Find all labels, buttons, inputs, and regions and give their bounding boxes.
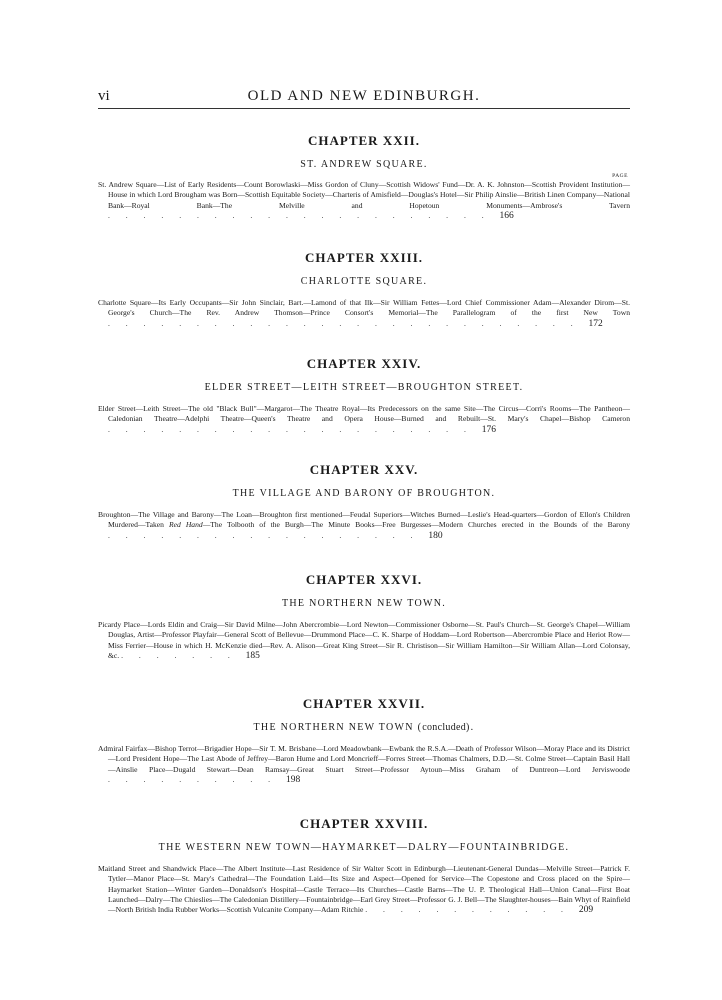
page-numeral: vi [98,88,110,104]
chapter-number: CHAPTER XXIII. [304,250,423,265]
chapter-subject: THE NORTHERN NEW TOWN. [281,598,447,609]
page-column-label: PAGE [612,173,628,179]
chapter-summary [98,298,630,329]
summary-text: Broughton—The Village and Barony—The Loan—Broughton first mentioned—Feudal Superiors—Witches Burned—Leslie's Head-quarters—Gordon of Ellon's Children Murdered—Taken [98,510,630,530]
chapter-subject: CHARLOTTE SQUARE. [300,276,428,287]
summary-italic-text: Red Hand [169,520,203,530]
chapter-entry [98,696,630,785]
chapter-subject: ELDER STREET—LEITH STREET—BROUGHTON STREET. [204,382,524,393]
chapter-subject [98,721,630,734]
dot-leader: . . . . . . . . . . . . [365,905,579,915]
chapter-summary [98,620,630,661]
running-head [98,88,630,108]
chapter-summary [98,180,630,221]
chapter-summary [98,744,630,785]
page-number: 176 [481,424,496,435]
chapter-number: CHAPTER XXII. [308,133,420,148]
chapter-entry [98,816,630,915]
chapter-number: CHAPTER XXVII. [302,696,426,711]
chapter-summary [98,510,630,541]
chapter-entry [98,250,630,329]
dot-leader: . . . . . . . . . . . . . . . . . . . . . [108,424,482,434]
page-number: 198 [285,774,301,785]
page-number: 209 [578,905,594,916]
chapter-subject: THE WESTERN NEW TOWN—HAYMARKET—DALRY—FOUNTAINBRIDGE. [158,842,570,853]
chapter-subject: THE VILLAGE AND BARONY OF BROUGHTON. [232,488,496,499]
chapter-subject: ST. ANDREW SQUARE. [300,159,428,170]
chapter-number: CHAPTER XXVI. [305,572,423,587]
summary-text: —The Tolbooth of the Burgh—The Minute Books—Free Burgesses—Modern Churches erected in the Bounds of the Barony [202,520,630,530]
page-number: 166 [499,210,514,221]
summary-text: Admiral Fairfax—Bishop Terrot—Brigadier Hope—Sir T. M. Brisbane—Lord Meadowbank—Ewbank the R.S.A.—Death of Professor Wilson—Moray Place and its District—Lord President Hope—The Last Abode of Jeffrey—Baron Hume and Lord Moncrieff—Forres Street—Thomas Chalmers, D.D.—St. Colme Street—Captain Basil Hall—Ainslie Place—Dugald Stewart—Dean Ramsay—Great Stuart Street—Professor Aytoun—Miss Graham of Duntreon—Lord Jerviswoode [98,744,630,774]
page-number: 185 [245,650,260,661]
summary-text: Elder Street—Leith Street—The old "Black Bull"—Margarot—The Theatre Royal—Its Predecessors on the same Site—The Circus—Corri's Rooms—The Pantheon—Caledonian Theatre—Adelphi Theatre—Queen's Theatre and Opera House—Burned and Rebuilt—St. Mary's Chapel—Bishop Cameron [98,404,630,424]
chapter-entry [98,572,630,661]
subject-text: ). [466,722,475,733]
page-number: 180 [428,530,443,541]
dot-leader: . . . . . . . [121,650,246,660]
dot-leader: . . . . . . . . . . [108,774,286,784]
dot-leader: . . . . . . . . . . . . . . . . . . . . . . [108,210,500,220]
summary-text: Picardy Place—Lords Eldin and Craig—Sir David Milne—John Abercrombie—Lord Newton—Commissioner Osborne—St. Paul's Church—St. George's Chapel—William Douglas, Artist—Professor Playfair—General Scott of Bellevue—Drummond Place—C. K. Sharpe of Hoddam—Lord Robertson—Abercrombie Place and Heriot Row—Miss Ferrier—House in which H. McKenzie died—Rev. A. Alison—Great King Street—Sir R. Christison—Sir William Hamilton—Sir William Allan—Lord Colonsay, &c. [98,620,630,660]
book-title: OLD AND NEW EDINBURGH. [247,88,481,104]
summary-text: Maitland Street and Shandwick Place—The Albert Institute—Last Residence of Sir Walter Scott in Edinburgh—Lieutenant-General Dundas—Melville Street—Patrick F. Tytler—Manor Place—St. Mary's Cathedral—The Foundation Laid—Its Size and Aspect—Opened for Service—The Copestone and Cross placed on the Spire—Haymarket Station—Winter Garden—Donaldson's Hospital—Castle Terrace—Its Churches—Castle Barns—The U. P. Theological Hall—Union Canal—First Boat Launched—Dalry—The Chieslies—The Caledonian Distillery—Fountainbridge—Earl Grey Street—Professor G. J. Bell—The Slaughter-houses—Bain Whyt of Rainfield—North British India Rubber Works—Scottish Vulcanite Company—Adam Ritchie [98,864,630,915]
chapter-entry [98,133,630,221]
summary-text: Charlotte Square—Its Early Occupants—Sir John Sinclair, Bart.—Lamond of that Ilk—Sir William Fettes—Lord Chief Commissioner Adam—Alexander Dirom—St. George's Church—The Rev. Andrew Thomson—Prince Consort's Memorial—The Parallelogram of the first New Town [98,298,630,318]
chapter-number: CHAPTER XXIV. [306,356,422,371]
summary-text: St. Andrew Square—List of Early Residents—Count Borowlaski—Miss Gordon of Cluny—Scottish Widows' Fund—Dr. A. K. Johnston—Scottish Provident Institution—House in which Lord Brougham was Born—Scottish Equitable Society—Charteris of Amisfield—Douglas's Hotel—Sir Philip Ainslie—British Linen Company—National Bank—Royal Bank—The Melville and Hopetoun Monuments—Ambrose's Tavern [98,180,630,210]
chapter-summary [98,864,630,915]
header-rule [98,108,630,109]
chapter-summary [98,404,630,435]
chapter-number: CHAPTER XXV. [309,462,419,477]
chapter-entry [98,356,630,435]
dot-leader: . . . . . . . . . . . . . . . . . . [108,530,429,540]
subject-text: THE NORTHERN NEW TOWN ( [253,722,423,733]
dot-leader: . . . . . . . . . . . . . . . . . . . . . . . . . . . [108,318,589,328]
page-number: 172 [588,318,603,329]
chapter-entry [98,462,630,541]
subject-italic-text: concluded [422,722,467,733]
chapter-number: CHAPTER XXVIII. [299,816,429,831]
